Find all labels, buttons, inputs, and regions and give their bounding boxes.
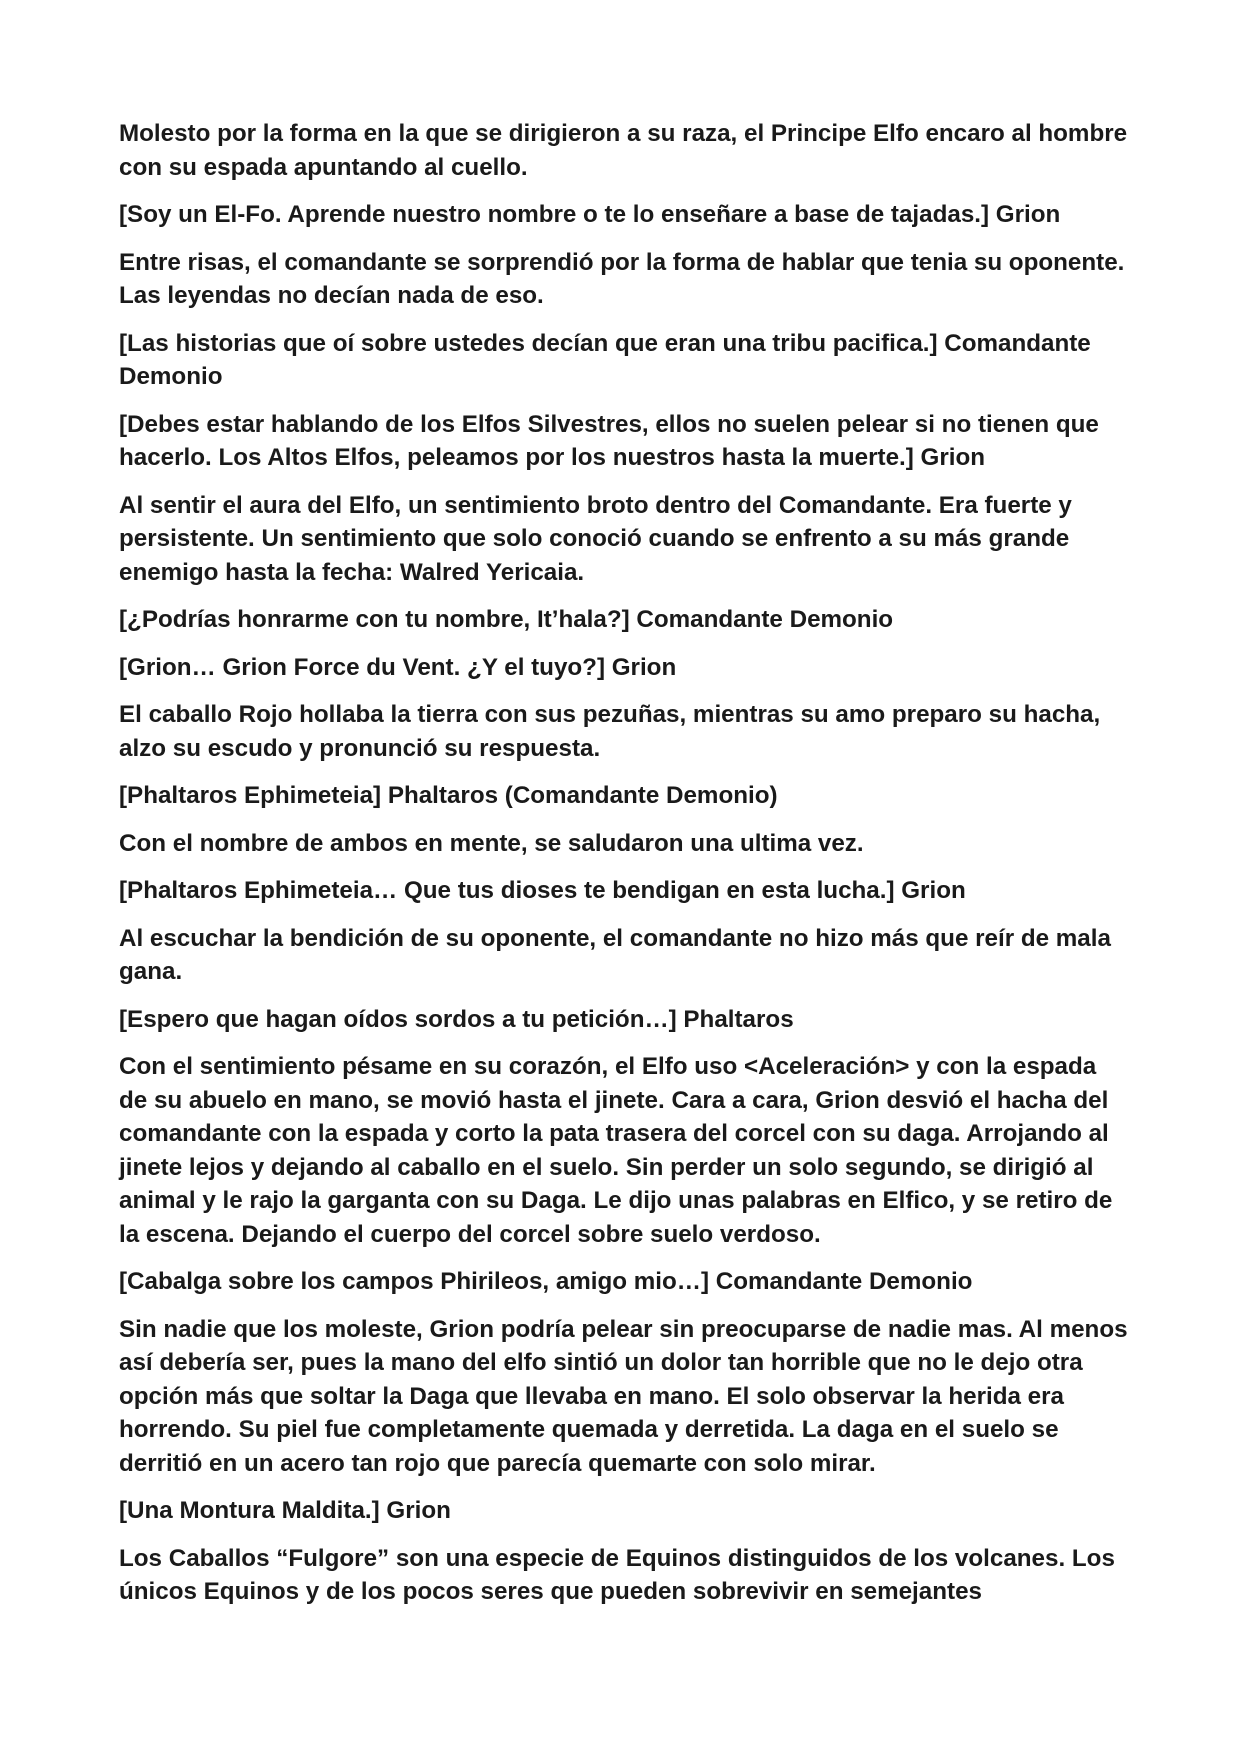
paragraph-7: [¿Podrías honrarme con tu nombre, It’hala?] Comandante Demonio <box>119 606 894 633</box>
paragraph-12: [Phaltaros Ephimeteia… Que tus dioses te bendigan en esta lucha.] Grion <box>119 877 966 904</box>
paragraph-19: Los Caballos “Fulgore” son una especie de Equinos distinguidos de los volcanes. Los únicos Equinos y de los pocos seres que pueden sobrevivir en semejantes <box>119 1544 1115 1605</box>
paragraph-1: Molesto por la forma en la que se dirigieron a su raza, el Principe Elfo encaro al hombre con su espada apuntando al cuello. <box>119 120 1128 181</box>
paragraph-17: Sin nadie que los moleste, Grion podría pelear sin preocuparse de nadie mas. Al menos así debería ser, pues la mano del elfo sintió un dolor tan horrible que no le dejo otra opción más que soltar la Daga que llevaba en mano. El solo observar la herida era horrendo. Su piel fue completamente quemada y derretida. La daga en el suelo se derritió en un acero tan rojo que parecía quemarte con solo mirar. <box>119 1315 1128 1477</box>
paragraph-4: [Las historias que oí sobre ustedes decían que eran una tribu pacifica.] Comandante Demonio <box>119 329 1091 390</box>
paragraph-5: [Debes estar hablando de los Elfos Silvestres, ellos no suelen pelear si no tienen que hacerlo. Los Altos Elfos, peleamos por los nuestros hasta la muerte.] Grion <box>119 410 1099 471</box>
paragraph-13: Al escuchar la bendición de su oponente, el comandante no hizo más que reír de mala gana. <box>119 924 1111 985</box>
paragraph-11: Con el nombre de ambos en mente, se saludaron una ultima vez. <box>119 829 864 857</box>
paragraph-14: [Espero que hagan oídos sordos a tu petición…] Phaltaros <box>119 1005 794 1033</box>
paragraph-10: [Phaltaros Ephimeteia] Phaltaros (Comandante Demonio) <box>119 782 778 809</box>
paragraph-8: [Grion… Grion Force du Vent. ¿Y el tuyo?] Grion <box>119 653 677 681</box>
paragraph-16: [Cabalga sobre los campos Phirileos, amigo mio…] Comandante Demonio <box>119 1268 973 1295</box>
document-page <box>119 117 1129 1623</box>
paragraph-18: [Una Montura Maldita.] Grion <box>119 1497 451 1524</box>
paragraph-15: Con el sentimiento pésame en su corazón, el Elfo uso <Aceleración> y con la espada de su abuelo en mano, se movió hasta el jinete. Cara a cara, Grion desvió el hacha del comandante con la espada y corto la pata trasera del corcel con su daga. Arrojando al jinete lejos y dejando al caballo en el suelo. Sin perder un solo segundo, se dirigió al animal y le rajo la garganta con su Daga. Le dijo unas palabras en Elfico, y se retiro de la escena. Dejando el cuerpo del corcel sobre suelo verdoso. <box>119 1053 1113 1248</box>
paragraph-9: El caballo Rojo hollaba la tierra con sus pezuñas, mientras su amo preparo su hacha, alzo su escudo y pronunció su respuesta. <box>119 701 1101 762</box>
paragraph-3: Entre risas, el comandante se sorprendió por la forma de hablar que tenia su oponente. Las leyendas no decían nada de eso. <box>119 248 1125 309</box>
paragraph-2: [Soy un El-Fo. Aprende nuestro nombre o te lo enseñare a base de tajadas.] Grion <box>119 201 1061 228</box>
paragraph-6: Al sentir el aura del Elfo, un sentimiento broto dentro del Comandante. Era fuerte y persistente. Un sentimiento que solo conoció cuando se enfrento a su más grande enemigo hasta la fecha: Walred Yericaia. <box>119 491 1072 586</box>
